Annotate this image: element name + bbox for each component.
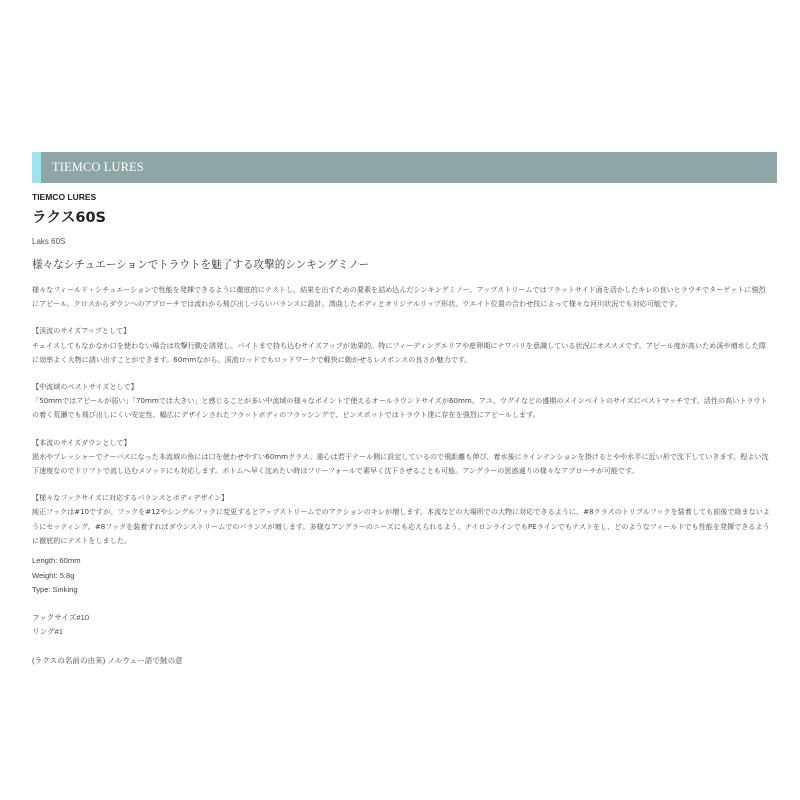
product-title: ラクス60S: [32, 210, 106, 226]
product-subtitle: Laks 60S: [32, 237, 66, 246]
hook-info: [32, 611, 772, 640]
spec-list: [32, 554, 772, 598]
brand-name: TIEMCO LURES: [32, 192, 97, 202]
spec-weight: Weight: 5.8g: [32, 570, 75, 580]
spec-type: Type: Sinking: [32, 585, 78, 595]
name-origin: [32, 654, 772, 669]
section-body: 純正フックは#10ですが、フックを#12やシングルフックに変更するとアップストリームでのアクションのキレが増します。本流などの大場所での大物に対応できるように、#8クラスのトリプルフックを装着しても前後で絡まないようにセッティング。#8フックを装着すればダウンストリームでのバランスが増します。多様なアングラーのニーズにも応えられるよう、ナイロンラインでもPEラインでもテストをし、どのようなフィールドでも性能を発揮できるように徹底的にテストをしました。: [32, 507, 770, 545]
name-origin-text: (ラクスの名前の由来) ノルウェー語で鮭の意: [32, 655, 183, 665]
section-midstream-best: [32, 380, 772, 423]
section-heading: 【本流のサイズダウンとして】: [32, 437, 131, 447]
banner-title: TIEMCO LURES: [52, 160, 144, 174]
intro-paragraph: 様々なフィールド・シチュエーションで性能を発揮できるように徹底的にテストし、結果を出すための要素を詰め込んだシンキングミノー。アップストリームではフラットサイド面を活かしたキレの良いヒラウチでターゲットに強烈にアピール。クロスからダウンへのアプローチでは流れから飛び出しづらいバランスに設計。湾曲したボディとオリジナルリップ形状、ウエイト位置の合わせ技によって様々な河川状況でも対応可能です。: [32, 285, 766, 309]
ring-size: リング#1: [32, 627, 64, 637]
banner-accent-bar: [32, 152, 41, 183]
product-content: [32, 190, 772, 668]
section-heading: 【様々なフックサイズに対応するバランスとボディデザイン】: [32, 493, 229, 503]
section-body: 渇水やプレッシャーでナーバスになった本流域の魚には口を使わせやすい60mmクラス。重心は若干テール側に設定しているので飛距離も伸び、着水後にラインテンションを掛けるとやや水平に近い形で沈下していきます。程よい沈下速度なのでドリフトで流し込むメソッドにも対応します。ボトムへ早く沈めたい時はフリーフォールで素早く沈下させることも可能。アングラーの思惑通りの様々なアプローチが可能です。: [32, 451, 769, 476]
section-hook-balance: [32, 491, 772, 548]
spec-length: Length: 60mm: [32, 556, 81, 566]
section-body: 「50mmではアピールが弱い」「70mmでは大きい」と感じることが多い中流域の様々なポイントで使えるオールラウンドサイズが60mm。アユ、ウグイなどの盛期のメインベイトのサイズにベストマッチです。活性の高いトラウトの着く荒瀬でも飛び出しにくい安定性。幅広にデザインされたフラットボディのフラッシングで、ピンスポットではトラウト達に存在を強烈にアピールします。: [32, 396, 768, 420]
header-banner: [32, 152, 777, 183]
section-heading: 【渓流のサイズアップとして】: [32, 326, 131, 336]
section-mainstream-sizedown: [32, 436, 772, 479]
hook-size: フックサイズ#10: [32, 612, 90, 622]
section-upstream-sizeup: [32, 324, 772, 367]
catchcopy-heading: 様々なシチュエーションでトラウトを魅了する攻撃的シンキングミノー: [32, 259, 370, 271]
section-body: チェイスしてもなかなか口を使わない場合は攻撃行動を誘発し、バイトまで持ち込むサイズアップが効果的。特にフィーディングエリアや産卵期にナワバリを意識している状況にオススメです。アピール度が高いため渓や増水した際に効率よく大物に誘い出すことができます。60mmながら、渓流ロッドでもロッドワークで軽快に動かせるレスポンスの良さが魅力です。: [32, 340, 766, 364]
section-heading: 【中流域のベストサイズとして】: [32, 382, 138, 392]
